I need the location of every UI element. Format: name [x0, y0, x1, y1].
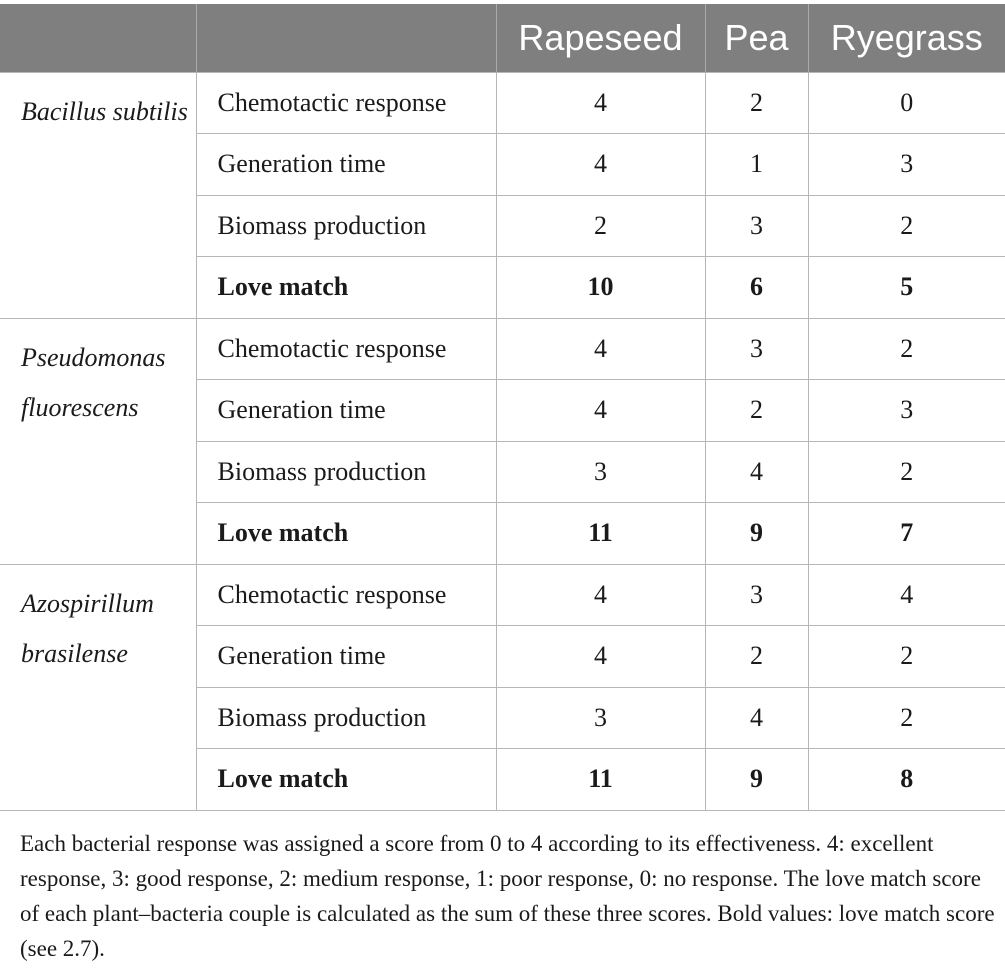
criterion-label: Biomass production [196, 441, 496, 503]
score-ryegrass: 7 [808, 503, 1005, 565]
score-rapeseed: 4 [496, 318, 705, 380]
criterion-label: Biomass production [196, 195, 496, 257]
score-table [0, 4, 1005, 811]
score-pea: 3 [705, 318, 808, 380]
score-pea: 4 [705, 441, 808, 503]
table-row [0, 72, 1005, 134]
score-rapeseed: 4 [496, 564, 705, 626]
score-ryegrass: 0 [808, 72, 1005, 134]
criterion-label: Love match [196, 749, 496, 811]
score-rapeseed: 3 [496, 687, 705, 749]
criterion-label: Chemotactic response [196, 318, 496, 380]
header-bacteria [0, 4, 196, 72]
score-pea: 3 [705, 195, 808, 257]
score-pea: 2 [705, 380, 808, 442]
score-rapeseed: 3 [496, 441, 705, 503]
score-ryegrass: 2 [808, 195, 1005, 257]
score-ryegrass: 8 [808, 749, 1005, 811]
table-row [0, 564, 1005, 626]
score-pea: 2 [705, 72, 808, 134]
score-ryegrass: 2 [808, 441, 1005, 503]
criterion-label: Generation time [196, 626, 496, 688]
score-ryegrass: 2 [808, 626, 1005, 688]
bacterium-name: Azospirillum brasilense [0, 564, 196, 810]
table-footnote: Each bacterial response was assigned a score from 0 to 4 according to its effectiveness. 4: excellent response, 3: good response, 2: medium response, 1: poor response, 0: no response. The love match score of each plant–bacteria couple is calculated as the sum of these three scores. Bold values: love match score (see 2.7). [20, 831, 995, 961]
score-pea: 9 [705, 749, 808, 811]
table-row [0, 318, 1005, 380]
bacterium-name: Pseudomonas fluorescens [0, 318, 196, 564]
score-ryegrass: 2 [808, 318, 1005, 380]
bacterium-name: Bacillus subtilis [0, 72, 196, 318]
score-pea: 6 [705, 257, 808, 319]
criterion-label: Biomass production [196, 687, 496, 749]
header-ryegrass: Ryegrass [808, 4, 1005, 72]
score-pea: 3 [705, 564, 808, 626]
criterion-label: Chemotactic response [196, 564, 496, 626]
score-ryegrass: 5 [808, 257, 1005, 319]
score-pea: 1 [705, 134, 808, 196]
score-ryegrass: 3 [808, 134, 1005, 196]
score-rapeseed: 4 [496, 626, 705, 688]
score-ryegrass: 4 [808, 564, 1005, 626]
score-pea: 4 [705, 687, 808, 749]
header-criterion [196, 4, 496, 72]
criterion-label: Chemotactic response [196, 72, 496, 134]
score-rapeseed: 11 [496, 749, 705, 811]
score-rapeseed: 10 [496, 257, 705, 319]
score-rapeseed: 4 [496, 72, 705, 134]
score-rapeseed: 2 [496, 195, 705, 257]
header-pea: Pea [705, 4, 808, 72]
header-rapeseed: Rapeseed [496, 4, 705, 72]
score-rapeseed: 4 [496, 380, 705, 442]
score-ryegrass: 2 [808, 687, 1005, 749]
criterion-label: Generation time [196, 134, 496, 196]
criterion-label: Love match [196, 257, 496, 319]
header-row [0, 4, 1005, 72]
score-ryegrass: 3 [808, 380, 1005, 442]
score-pea: 9 [705, 503, 808, 565]
criterion-label: Generation time [196, 380, 496, 442]
score-rapeseed: 11 [496, 503, 705, 565]
score-pea: 2 [705, 626, 808, 688]
score-rapeseed: 4 [496, 134, 705, 196]
criterion-label: Love match [196, 503, 496, 565]
